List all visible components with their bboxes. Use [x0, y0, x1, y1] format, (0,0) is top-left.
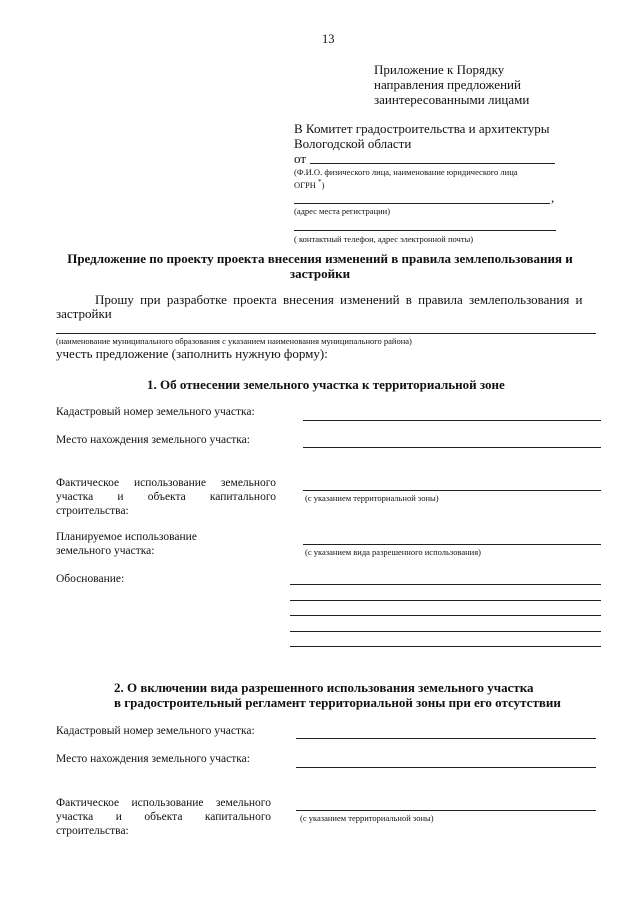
s1-actual-use-field[interactable]	[303, 490, 601, 491]
s2-cadastral-field[interactable]	[296, 738, 596, 739]
footnote-mark: *	[318, 178, 322, 186]
section2-heading-line-1: 2. О включении вида разрешенного использования земельного участка	[114, 680, 534, 695]
s1-actual-use-label	[56, 476, 276, 518]
s2-actual-use-line-3: строительства:	[56, 825, 129, 837]
page-number: 13	[322, 32, 335, 46]
s1-location-label: Место нахождения земельного участка:	[56, 434, 250, 446]
address-comma: ,	[551, 190, 555, 205]
s1-planned-use-label	[56, 530, 197, 558]
address-hint: (адрес места регистрации)	[294, 206, 391, 216]
appendix-note	[374, 62, 624, 107]
section2-heading	[114, 680, 594, 710]
appendix-line-3: заинтересованными лицами	[374, 92, 530, 107]
appendix-line-2: направления предложений	[374, 77, 521, 92]
addressee-line-2: Вологодской области	[294, 136, 412, 151]
s1-justification-field-2[interactable]	[290, 600, 601, 601]
s2-actual-use-line-2: участка и объекта капитального	[56, 811, 271, 823]
s2-actual-use-field[interactable]	[296, 810, 596, 811]
name-hint-ogrn: ОГРН	[294, 179, 316, 190]
s2-cadastral-label: Кадастровый номер земельного участка:	[56, 725, 255, 737]
from-field[interactable]	[310, 163, 555, 164]
s1-planned-use-line-2: земельного участка:	[56, 545, 155, 557]
addressee-line-1: В Комитет градостроительства и архитектуры	[294, 121, 550, 136]
name-hint	[294, 167, 564, 190]
s1-justification-label: Обоснование:	[56, 573, 125, 585]
title-line-2: застройки	[289, 266, 351, 281]
from-label: от	[294, 151, 307, 166]
s1-cadastral-field[interactable]	[303, 420, 601, 421]
s1-justification-field-5[interactable]	[290, 646, 601, 647]
intro-line-3: учесть предложение (заполнить нужную форму):	[56, 346, 328, 361]
address-field[interactable]	[294, 203, 550, 204]
name-hint-close: )	[321, 179, 325, 190]
s2-location-label: Место нахождения земельного участка:	[56, 753, 250, 765]
appendix-line-1: Приложение к Порядку	[374, 62, 505, 77]
s1-actual-use-line-3: строительства:	[56, 505, 129, 517]
s1-planned-use-field[interactable]	[303, 544, 601, 545]
s2-actual-use-line-1: Фактическое использование земельного	[56, 797, 271, 809]
s2-actual-use-label	[56, 796, 271, 838]
municipality-field[interactable]	[56, 333, 596, 334]
title-line-1: Предложение по проекту проекта внесения изменений в правила землепользования и	[67, 251, 573, 266]
section2-heading-line-2: в градостроительный регламент территориальной зоны при его отсутствии	[114, 695, 561, 710]
document-title	[40, 251, 600, 281]
s1-planned-use-hint: (с указанием вида разрешенного использования)	[305, 547, 481, 557]
intro-line-1: Прошу при разработке проекта внесения изменений в правила землепользования и	[95, 292, 583, 307]
section1-heading: 1. Об отнесении земельного участка к территориальной зоне	[147, 377, 505, 392]
s1-actual-use-hint: (с указанием территориальной зоны)	[305, 493, 439, 503]
contacts-hint: ( контактный телефон, адрес электронной почты)	[294, 234, 474, 244]
s1-location-field[interactable]	[303, 447, 601, 448]
s1-justification-field-1[interactable]	[290, 584, 601, 585]
s1-planned-use-line-1: Планируемое использование	[56, 531, 197, 543]
name-hint-line-1: (Ф.И.О. физического лица, наименование юридического лица	[294, 167, 518, 177]
s2-location-field[interactable]	[296, 767, 596, 768]
name-hint-line-2	[294, 177, 564, 190]
s1-justification-field-3[interactable]	[290, 615, 601, 616]
s1-justification-field-4[interactable]	[290, 631, 601, 632]
s1-actual-use-line-1: Фактическое использование земельного	[56, 477, 276, 489]
s1-actual-use-line-2: участка и объекта капитального	[56, 491, 276, 503]
intro-line-2: застройки	[56, 306, 112, 321]
municipality-hint: (наименование муниципального образования с указанием наименования муниципального района)	[56, 336, 412, 346]
s2-actual-use-hint: (с указанием территориальной зоны)	[300, 813, 434, 823]
contacts-field[interactable]	[294, 230, 556, 231]
s1-cadastral-label: Кадастровый номер земельного участка:	[56, 406, 255, 418]
